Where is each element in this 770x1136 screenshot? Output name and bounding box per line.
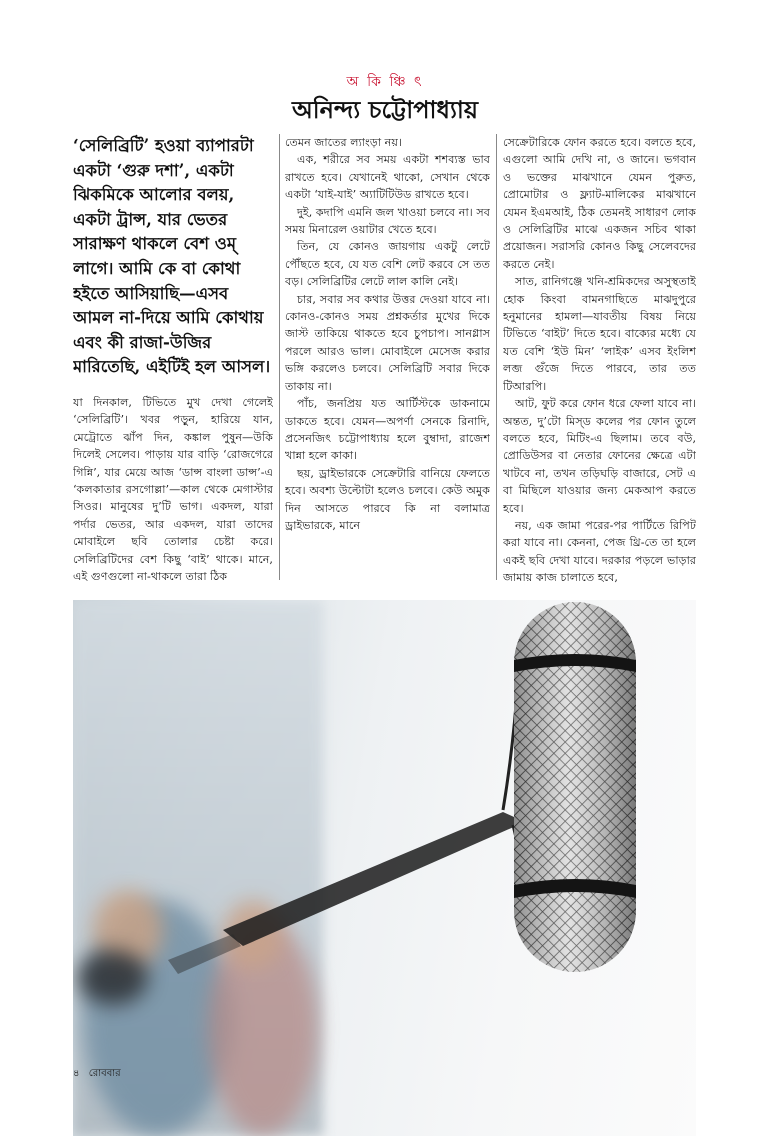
article-paragraph: ছয়, ড্রাইভারকে সেক্রেটারি বানিয়ে ফেলতে হবে। অবশ্য উল্টোটা হলেও চলবে। কেউ অমুক দিন আসতে পারবে কি না বলামাত্র ড্রাইভারকে, মানে [285, 466, 490, 532]
column-divider [279, 134, 280, 580]
article-paragraph: দুই, কদাপি এমনি জল খাওয়া চলবে না। সব সময় মিনারেল ওয়াটার খেতে হবে। [285, 205, 490, 237]
article-paragraph: সেক্রেটারিকে ফোন করতে হবে। বলতে হবে, এগুলো আমি দেখি না, ও জানে। ভগবান ও ভক্তের মাঝখানে যেমন পুরুত, প্রোমোটার ও ফ্ল্যাট-মালিকের মাঝখানে যেমন ইএমআই, ঠিক তেমনই সাধারণ লোক ও সেলিব্রিটির মাঝে একজন সচিব থাকা প্রয়োজন। সরাসরি কোনও কিছু সেলেবদের করতে নেই। [503, 136, 696, 271]
article-photo [73, 600, 696, 1136]
article-paragraph: তেমন জাতের ল্যাংড়া নয়। [285, 136, 402, 149]
article-column-1 [73, 134, 273, 586]
article-paragraph: নয়, এক জামা পরের-পর পার্টিতে রিপিট করা যাবে না। কেননা, পেজ থ্রি-তে তা হলে একই ছবি দেখা যাবে। দরকার পড়লে ভাড়ার জামায় কাজ চালাতে হবে, [503, 518, 696, 585]
magazine-name: রোববার [88, 1068, 121, 1079]
article-paragraph: আট, ফুট করে ফোন ধরে ফেলা যাবে না। অন্তত, দু’টো মিস্‌ড কলের পর ফোন তুলে বলতে হবে, মিটিং-এ ছিলাম। তবে বউ, প্রোডিউসর বা নেতার ফোনের ক্ষেত্রে এটা খাটবে না, তখন তড়িঘড়ি বাজারে, সেট এ বা মিছিলে যাওয়ার জন্য মেকআপ করতে হবে। [503, 397, 696, 515]
article-column-2 [285, 134, 490, 586]
article-paragraph: পাঁচ, জনপ্রিয় যত আর্টিস্টকে ডাকনামে ডাকতে হবে। যেমন—অপর্ণা সেনকে রিনাদি, প্রসেনজিৎ চট্টোপাধ্যায় হলে বুম্বাদা, রাজেশ খান্না হলে কাকা। [285, 397, 490, 463]
article-paragraph: এক, শরীরে সব সময় একটা শশব্যস্ত ভাব রাখতে হবে। যেখানেই থাকো, সেখান থেকে একটা ‘যাই-যাই’ অ্যাটিটিউড রাখতে হবে। [285, 153, 490, 202]
article-column-3 [503, 134, 696, 586]
article-paragraph: তিন, যে কোনও জায়গায় একটু লেটে পৌঁছতে হবে, যে যত বেশি লেট করবে সে তত বড়। সেলিব্রিটির লেটে লাল কালি নেই। [285, 240, 490, 289]
page-footer [73, 1066, 121, 1083]
article-paragraph: যা দিনকাল, টিভিতে মুখ দেখা গেলেই ‘সেলিব্রিটি’। খবর পড়ুন, হারিয়ে যান, মেট্রোতে ঝাঁপ দিন, কঙ্কাল পুষুন—উকি দিলেই সেলেব। পাড়ায় যার বাড়ি ‘রোজগেরে গিন্নি’, যার মেয়ে আজ ‘ডান্স বাংলা ডান্স’-এ ‘কলকাতার রসগোল্লা’—কাল থেকে মেগাস্টার সিওর। মানুষের দু’টি ভাগ। একদল, যারা পর্দার ভেতর, আর একদল, যারা তাদের মোবাইলে ছবি তোলার চেষ্টা করে। সেলিব্রিটিদের বেশ কিছু ‘বাই’ থাকে। মানে, এই গুণগুলো না-থাকলে তারা ঠিক [73, 395, 273, 583]
pull-quote: ‘সেলিব্রিটি’ হওয়া ব্যাপারটা একটা ‘গুরু দশা’, একটা ঝিকমিকে আলোর বলয়, একটা ট্রান্স, যার ভেতর সারাক্ষণ থাকলে বেশ ওম্‌ লাগে। আমি কে বা কোথা হইতে আসিয়াছি—এসব আমল না-দিয়ে আমি কোথায় এবং কী রাজা-উজির মারিতেছি, এইটিই হল আসল। [73, 136, 271, 377]
kicker-heading: অ কি ঞ্চি ৎ [346, 74, 424, 90]
author-name: অনিন্দ্য চট্টোপাধ্যায় [292, 95, 478, 124]
article-paragraph: চার, সবার সব কথার উত্তর দেওয়া যাবে না। কোনও-কোনও সময় প্রশ্নকর্তার মুখের দিকে জাস্ট তাকিয়ে থাকতে হবে চুপচাপ। সানগ্লাস পরলে আরও ভাল। মোবাইলে মেসেজ করার ভঙ্গি করলেও চলবে। সেলিব্রিটি সবার দিকে তাকায় না। [285, 292, 490, 393]
column-divider [496, 134, 497, 580]
boom-microphone-icon [73, 600, 696, 1136]
page-number: ৪ [73, 1068, 80, 1079]
article-paragraph: সাত, রানিগঞ্জে খনি-শ্রমিকদের অসুস্থতাই হোক কিংবা বামনগাছিতে মাঝদুপুরে হনুমানের হামলা—যাবতীয় বিষয় নিয়ে টিভিতে ‘বাইট’ দিতে হবে। বাক্যের মধ্যে যে যত বেশি ‘ইউ মিন’ ‘লাইক’ এসব ইংলিশ লব্জ গুঁজে দিতে পারবে, তার তত টিআরপি। [503, 275, 696, 393]
